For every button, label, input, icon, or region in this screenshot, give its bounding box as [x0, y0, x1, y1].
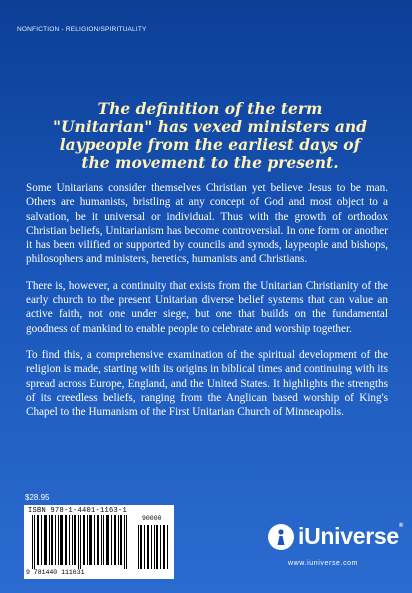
person-icon: [268, 524, 294, 550]
headline-quote: The definition of the term "Unitarian" has vexed ministers and laypeople from the earliest days of the movement to the present.: [52, 99, 368, 172]
publisher-website: www.iuniverse.com: [288, 560, 359, 567]
barcode-addon: 90000: [142, 515, 162, 522]
description-paragraph: There is, however, a continuity that exists from the Unitarian Christianity of the early church to the present Unitarian diverse belief systems that can value an active faith, not one under siege, but one that builds on the fundamental goodness of mankind to enable people to celebrate and worship together.: [26, 279, 388, 335]
description-paragraph: To find this, a comprehensive examination of the spiritual development of the religion is made, starting with its origins in biblical times and continuing with its spread across Europe, England, and the United States. It highlights the strengths of its creedless beliefs, ranging from the Anglican based worship of King's Chapel to the Humanism of the First Unitarian Church of Minneapolis.: [26, 348, 388, 419]
description-paragraph: Some Unitarians consider themselves Christian yet believe Jesus to be man. Others are humanists, bristling at any concept of God and most object to a salvation, be it universal or individual. Thus with the growth of orthodox Christian beliefs, Unitarianism has become controversial. In one form or another it has been vilified or supported by councils and synods, laypeople and bishops, philosophers and ministers, heretics, humanists and Christians.: [26, 182, 388, 266]
publisher-name: iUniverse: [298, 523, 399, 549]
barcode-bars: [24, 515, 174, 571]
barcode: [24, 505, 174, 579]
isbn-label: ISBN 978-1-4401-1163-1: [28, 507, 128, 515]
registered-mark: ®: [398, 523, 403, 529]
barcode-digits: 9 781440 111631: [26, 569, 85, 576]
price-label: $28.95: [25, 493, 50, 502]
description: [26, 181, 388, 431]
category-label: NONFICTION - RELIGION/SPIRITUALITY: [17, 26, 147, 33]
publisher-logo: [268, 523, 403, 550]
